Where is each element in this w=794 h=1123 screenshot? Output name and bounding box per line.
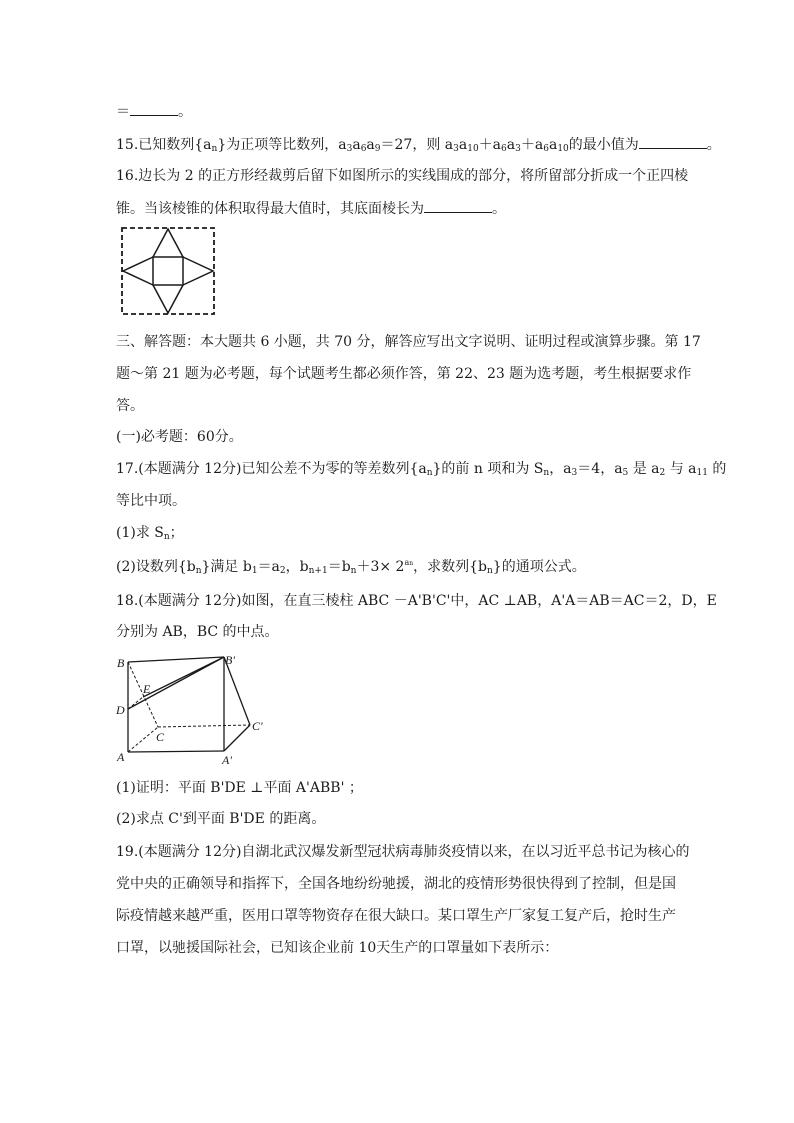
label-A-prime: A' (222, 753, 232, 767)
question-17-line1: 17.(本题满分 12分)已知公差不为零的等差数列$\{a_n\}$的前 n 项和为 $S_n$，$a_3=4$，$a_5$ 是 $a_2$ 与 $a_{11}$ 的 (116, 461, 727, 478)
edge-CC' (158, 725, 250, 727)
triangle-bottom (153, 285, 183, 313)
question-19-line2: 党中央的正确领导和指挥下，全国各地纷纷驰援，湖北的疫情形势很快得到了控制，但是国 (116, 876, 676, 892)
answer-blank[interactable] (130, 101, 178, 116)
section-3-line2: 题～第 21 题为必考题，每个试题考生都必须作答，第 22、23 题为选考题，考生根据要求作 (116, 366, 692, 382)
answer-blank-15[interactable] (639, 134, 707, 149)
question-16-line1: 16.边长为 2 的正方形经裁剪后留下如图所示的实线围成的部分，将所留部分折成一个正四棱 (116, 168, 689, 184)
label-B: B (117, 656, 125, 670)
question-19-line1: 19.(本题满分 12分)自湖北武汉爆发新型冠状病毒肺炎疫情以来，在以习近平总书记为核心的 (116, 844, 690, 860)
triangle-right (183, 257, 213, 285)
label-B-prime: B' (225, 653, 235, 667)
question-16-line2: 锥。当该棱锥的体积取得最大值时，其底面棱长为 。 (116, 198, 506, 219)
figure-pyramid-net (118, 225, 218, 317)
edge-DE (128, 697, 143, 709)
question-19-line3: 际疫情越来越严重，医用口罩等物资存在很大缺口。某口罩生产厂家复工复产后，抢时生产 (116, 908, 676, 924)
edge-C'A' (224, 725, 250, 751)
base-square (153, 257, 183, 285)
answer-blank-16[interactable] (424, 198, 492, 213)
label-E: E (143, 682, 151, 696)
edge-EB' (143, 657, 224, 697)
question-17-line2: 等比中项。 (116, 493, 186, 509)
question-17-part2: (2)设数列$\{b_n\}$满足 $b_1=a_2$，$b_{n+1}=b_n+3\times 2^{an}$，求数列$\{b_n\}$的通项公式。 (116, 558, 586, 576)
question-15: 15.已知数列$\{a_n\}$为正项等比数列，$a_3a_6a_9=27$，则 $a_3a_{10}+a_6a_3+a_6a_{10}$的最小值为 。 (116, 134, 721, 155)
question-19-line4: 口罩，以驰援国际社会，已知该企业前 10天生产的口罩量如下表所示： (116, 940, 559, 956)
label-C: C (156, 730, 165, 744)
question-18-line2: 分别为 AB，BC 的中点。 (116, 624, 279, 640)
edge-B'C' (224, 657, 250, 725)
question-18-part1: (1)证明：平面 B'DE ⊥平面 A'ABB' ； (116, 780, 363, 796)
triangle-left (123, 257, 153, 285)
label-C-prime: C' (252, 719, 263, 733)
dashed-square-border (122, 228, 214, 314)
section-3-line1: 三、解答题：本大题共 6 小题，共 70 分，解答应写出文字说明、证明过程或演算步骤。第 17 (116, 334, 701, 350)
edge-AA' (128, 751, 224, 752)
figure-prism (114, 652, 274, 767)
edge-AC (128, 727, 158, 752)
section-3-line3: 答。 (116, 398, 144, 414)
label-A: A (117, 750, 125, 764)
line-answer-cont: ＝ 。 (116, 101, 192, 122)
edge-BB' (128, 657, 224, 662)
question-17-part1: (1)求 $S_n$； (116, 525, 184, 542)
question-18-part2: (2)求点 C'到平面 B'DE 的距离。 (116, 811, 326, 827)
question-18-line1: 18.(本题满分 12分)如图，在直三棱柱 ABC －A'B'C'中，AC ⊥AB，A'A＝AB＝AC＝2，D，E (116, 593, 717, 609)
section-3-line4: (一)必考题：60分。 (116, 429, 243, 445)
triangle-top (153, 229, 183, 257)
label-D: D (116, 703, 125, 717)
